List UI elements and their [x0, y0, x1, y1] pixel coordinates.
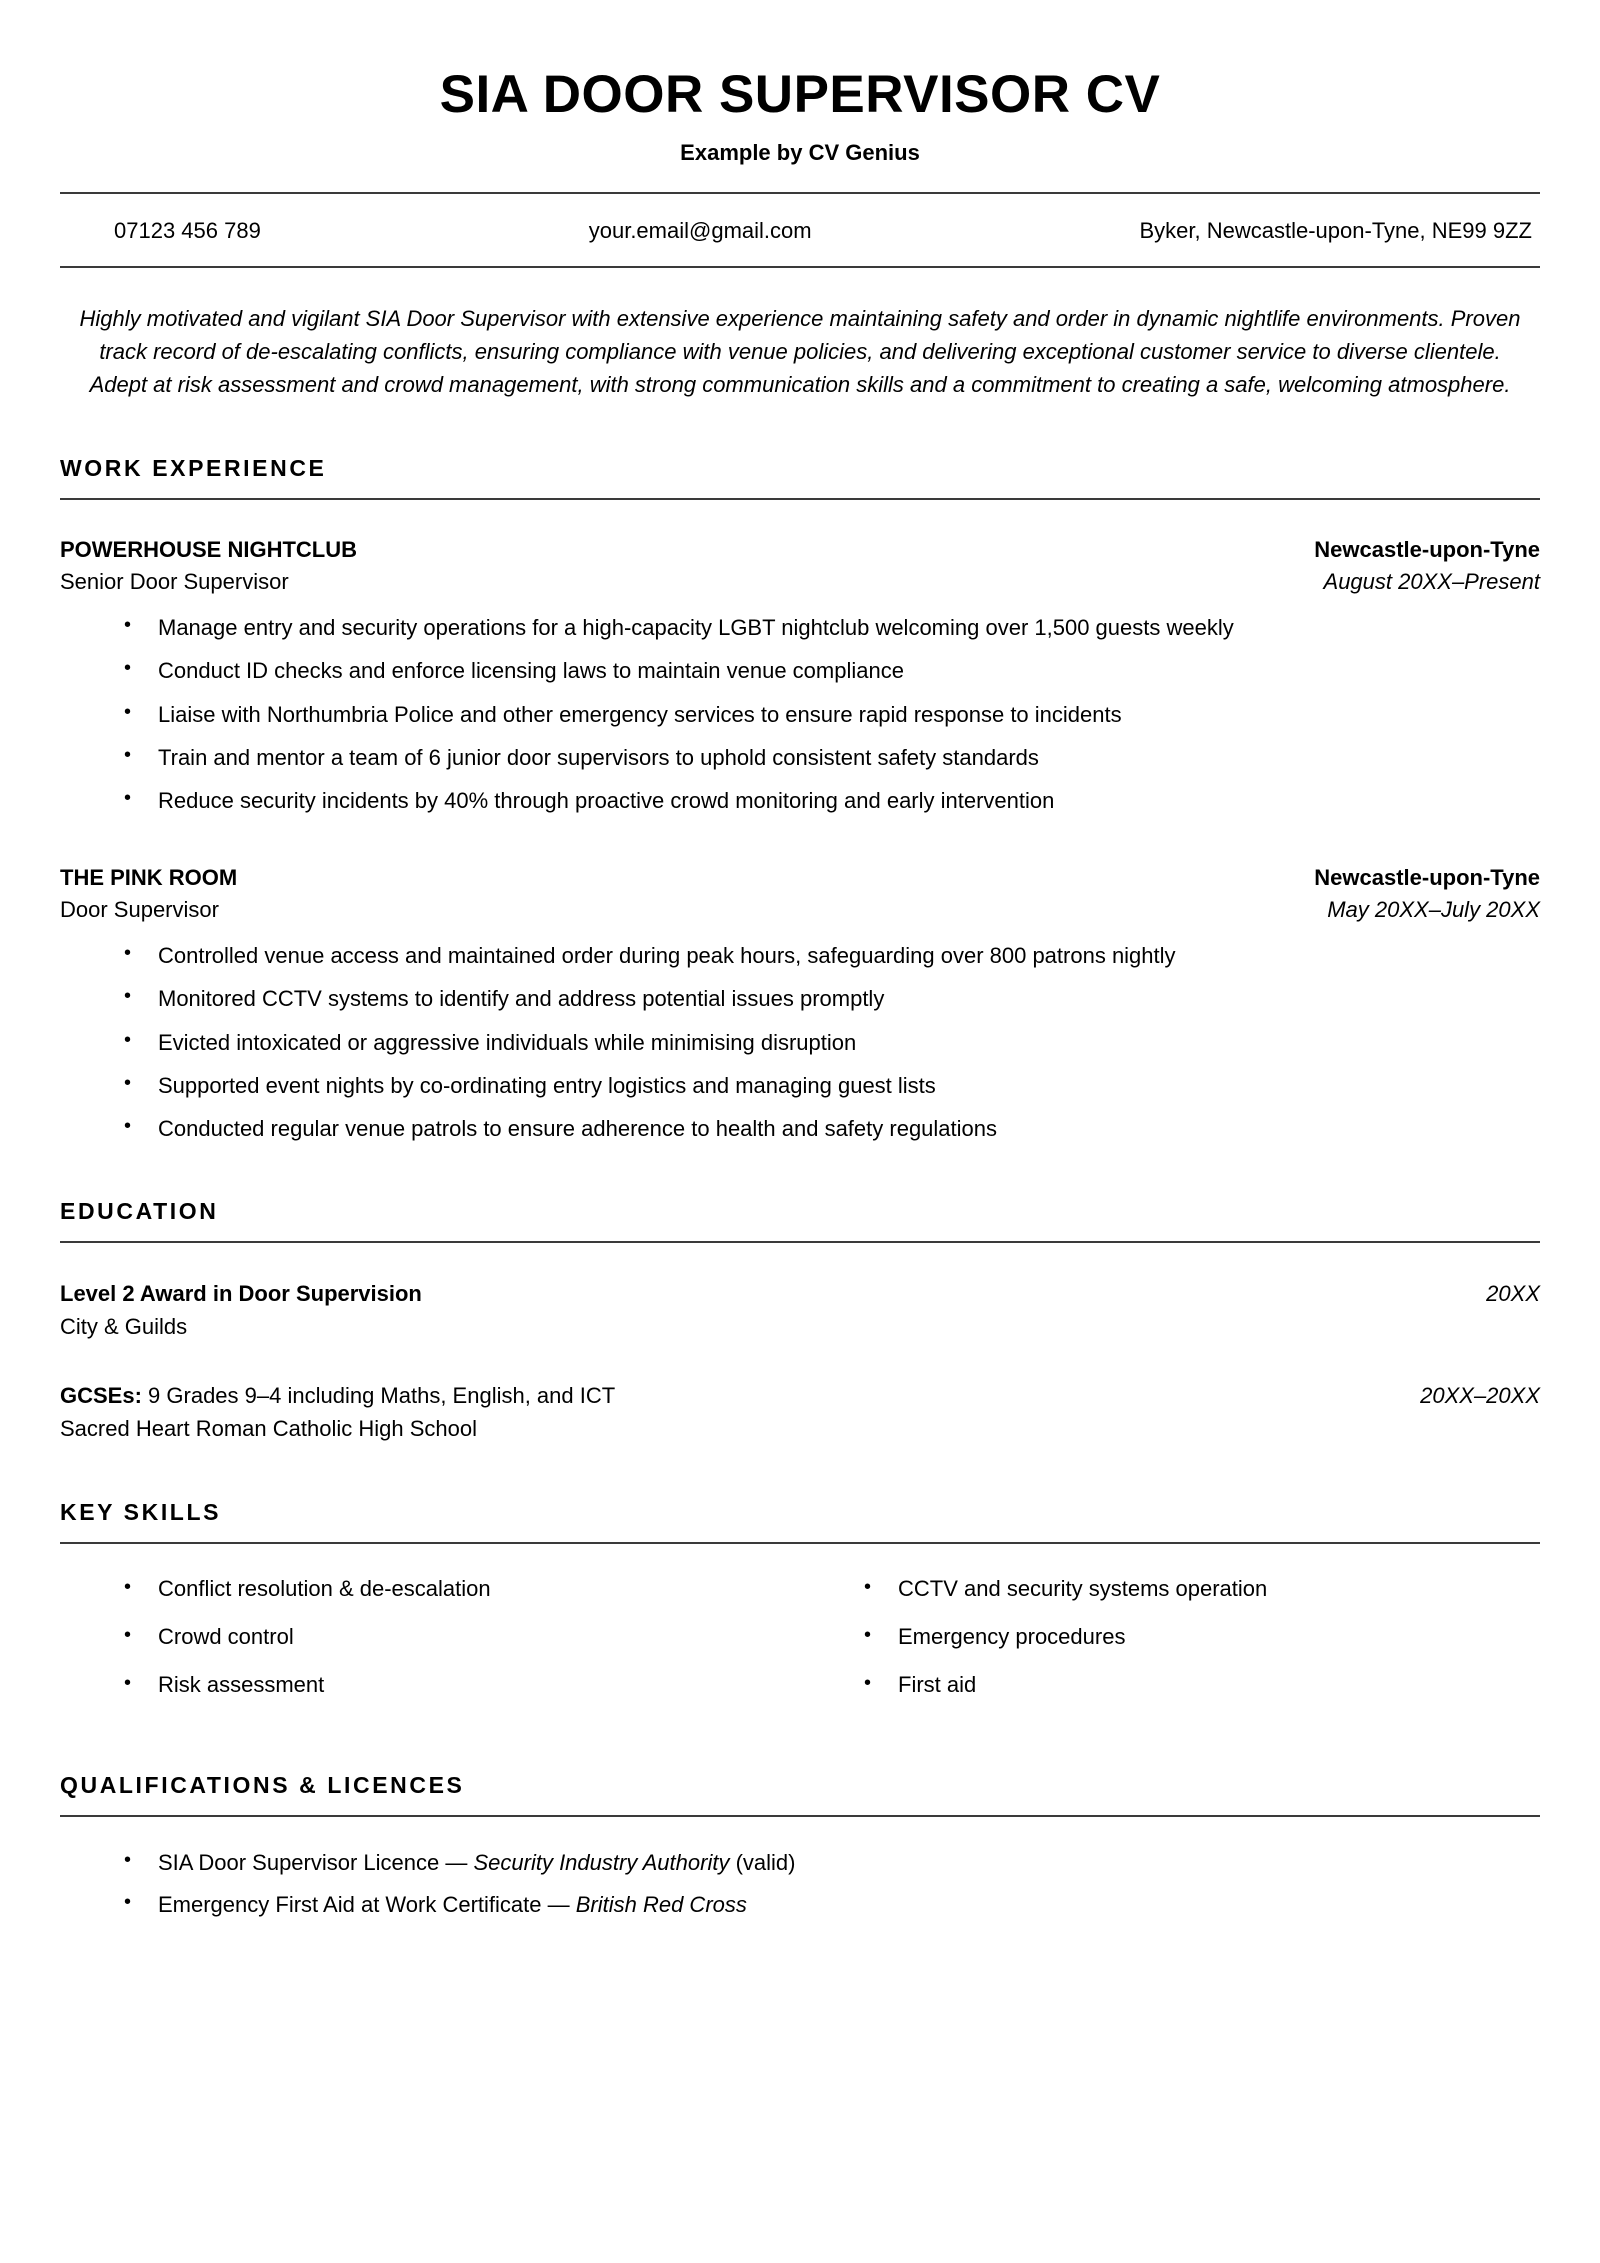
section-heading-education: EDUCATION	[60, 1198, 219, 1225]
contact-location: Byker, Newcastle-upon-Tyne, NE99 9ZZ	[1139, 218, 1532, 244]
cv-content	[48, 66, 1552, 1920]
header-divider-bottom	[60, 266, 1540, 268]
job-dates: August 20XX–Present	[1323, 569, 1540, 595]
education-entry	[60, 1277, 1540, 1343]
job-role: Senior Door Supervisor	[60, 569, 289, 595]
job-subheader-line	[60, 894, 1540, 926]
qualification-issuer: Security Industry Authority	[473, 1849, 730, 1875]
education-school: Sacred Heart Roman Catholic High School	[60, 1416, 477, 1442]
job-header-line	[60, 862, 1540, 894]
qualification-item	[118, 1847, 1540, 1878]
key-skills-column-left	[60, 1574, 800, 1717]
education-degree: Level 2 Award in Door Supervision	[60, 1281, 422, 1307]
job-bullet: • Conduct ID checks and enforce licensing laws to maintain venue compliance	[118, 655, 1540, 686]
education-prefix: GCSEs:	[60, 1383, 142, 1409]
job-bullet: • Train and mentor a team of 6 junior door supervisors to uphold consistent safety standards	[118, 742, 1540, 773]
contact-phone: 07123 456 789	[114, 218, 261, 244]
qualification-item	[118, 1889, 1540, 1920]
job-location: Newcastle-upon-Tyne	[1314, 537, 1540, 563]
job-bullet: • Reduce security incidents by 40% through proactive crowd monitoring and early intervention	[118, 785, 1540, 816]
job-header-line	[60, 534, 1540, 566]
job-bullet: • Conducted regular venue patrols to ensure adherence to health and safety regulations	[118, 1113, 1540, 1144]
education-entry	[60, 1379, 1540, 1445]
job-employer: POWERHOUSE NIGHTCLUB	[60, 537, 357, 563]
qualification-text: Emergency First Aid at Work Certificate —	[158, 1891, 576, 1917]
key-skills-list	[800, 1574, 1540, 1700]
job-employer: THE PINK ROOM	[60, 865, 238, 891]
skill-item: • Emergency procedures	[858, 1622, 1540, 1653]
page-title: SIA DOOR SUPERVISOR CV	[439, 65, 1161, 124]
job-entry	[60, 862, 1540, 1144]
qualification-issuer: British Red Cross	[575, 1891, 747, 1917]
education-school: City & Guilds	[60, 1314, 188, 1340]
skill-item: • Risk assessment	[118, 1670, 800, 1701]
section-divider-education	[60, 1241, 1540, 1243]
section-divider-qualifications	[60, 1815, 1540, 1817]
job-bullet: • Supported event nights by co-ordinating entry logistics and managing guest lists	[118, 1070, 1540, 1101]
job-role: Door Supervisor	[60, 897, 219, 923]
section-divider-key-skills	[60, 1542, 1540, 1544]
job-bullet-list	[60, 612, 1540, 816]
education-header-line	[60, 1379, 1540, 1412]
job-bullet: • Liaise with Northumbria Police and other emergency services to ensure rapid response to incidents	[118, 699, 1540, 730]
qualifications-list	[60, 1847, 1540, 1920]
section-divider-work-experience	[60, 498, 1540, 500]
job-bullet: • Controlled venue access and maintained order during peak hours, safeguarding over 800 patrons nightly	[118, 940, 1540, 971]
section-heading-qualifications: QUALIFICATIONS & LICENCES	[60, 1771, 465, 1798]
professional-summary: Highly motivated and vigilant SIA Door Supervisor with extensive experience maintaining safety and order in dynamic nightlife environments. Proven track record of de-escalating conflicts, ensuring compliance with venue policies, and delivering exceptional customer service to diverse clientele. Adept at risk assessment and crowd management, with strong communication skills and a commitment to creating a safe, welcoming atmosphere.	[79, 306, 1521, 398]
section-heading-work-experience: WORK EXPERIENCE	[60, 455, 327, 482]
education-date: 20XX–20XX	[1420, 1383, 1540, 1409]
job-subheader-line	[60, 566, 1540, 598]
skill-item: • Conflict resolution & de-escalation	[118, 1574, 800, 1605]
job-bullet: • Monitored CCTV systems to identify and address potential issues promptly	[118, 983, 1540, 1014]
skill-item: • Crowd control	[118, 1622, 800, 1653]
section-heading-key-skills: KEY SKILLS	[60, 1499, 222, 1526]
job-bullet: • Evicted intoxicated or aggressive individuals while minimising disruption	[118, 1027, 1540, 1058]
education-header-line	[60, 1277, 1540, 1310]
education-date: 20XX	[1486, 1281, 1540, 1307]
job-dates: May 20XX–July 20XX	[1327, 897, 1540, 923]
key-skills-column-right	[800, 1574, 1540, 1717]
education-qualification-line	[60, 1379, 615, 1412]
job-entry	[60, 534, 1540, 816]
job-bullet: • Manage entry and security operations for a high-capacity LGBT nightclub welcoming over 1,500 guests weekly	[118, 612, 1540, 643]
qualification-status: (valid)	[729, 1849, 796, 1875]
education-detail: 9 Grades 9–4 including Maths, English, and ICT	[148, 1383, 616, 1409]
qualification-text: SIA Door Supervisor Licence —	[158, 1849, 474, 1875]
skill-item: • CCTV and security systems operation	[858, 1574, 1540, 1605]
key-skills-list	[60, 1574, 800, 1700]
page-subtitle: Example by CV Genius	[680, 140, 920, 166]
contact-info-row	[60, 194, 1540, 266]
contact-email: your.email@gmail.com	[588, 218, 812, 244]
job-location: Newcastle-upon-Tyne	[1314, 865, 1540, 891]
skill-item: • First aid	[858, 1670, 1540, 1701]
key-skills-grid	[60, 1574, 1540, 1717]
job-bullet-list	[60, 940, 1540, 1144]
